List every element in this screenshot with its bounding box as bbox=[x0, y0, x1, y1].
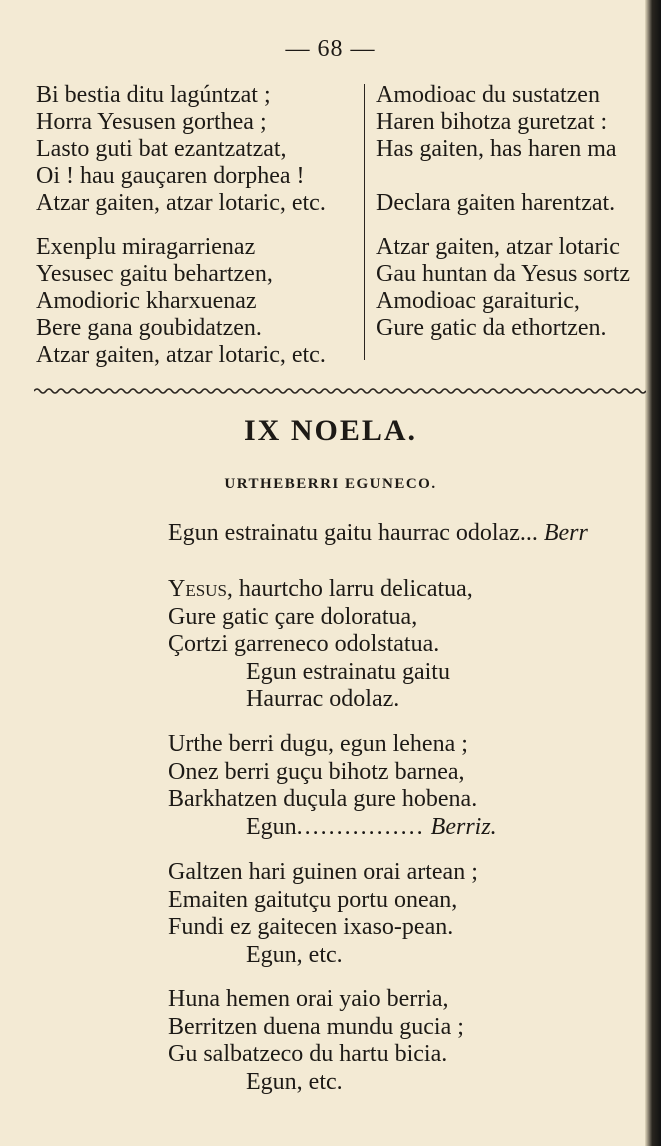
verse-line: Amodioric kharxuenaz bbox=[36, 288, 257, 314]
verse-line: Fundi ez gaitecen ixaso-pean. bbox=[168, 914, 454, 940]
verse-line: Urthe berri dugu, egun lehena ; bbox=[168, 731, 468, 757]
verse-line: Declara gaiten harentzat. bbox=[376, 190, 616, 216]
verse-line-indented: Haurrac odolaz. bbox=[246, 686, 400, 712]
verse-line: Bi bestia ditu lagúntzat ; bbox=[36, 82, 271, 108]
verse-line-indented bbox=[168, 814, 497, 842]
ornamental-rule bbox=[34, 386, 646, 396]
verse-line: Gu salbatzeco du hartu bicia. bbox=[168, 1041, 448, 1067]
verse-line: Oi ! hau gauçaren dorphea ! bbox=[36, 163, 305, 189]
left-stanza-1 bbox=[36, 82, 326, 217]
verse-line: Galtzen hari guinen orai artean ; bbox=[168, 859, 478, 885]
verse-line: Amodioac du sustatzen bbox=[376, 82, 600, 108]
column-divider bbox=[364, 84, 365, 360]
stanza-d bbox=[168, 986, 464, 1096]
right-stanza-2 bbox=[376, 234, 630, 342]
leader-dots: ................ bbox=[296, 813, 425, 840]
verse-line bbox=[168, 576, 473, 604]
first-word: Yesus, bbox=[168, 576, 233, 602]
verse-line: Bere gana goubidatzen. bbox=[36, 315, 262, 341]
verse-line-indented: Egun estrainatu gaitu bbox=[246, 658, 450, 685]
verse-line: Haren bihotza guretzat : bbox=[376, 109, 608, 135]
verse-line: Barkhatzen duçula gure hobena. bbox=[168, 786, 478, 812]
verse-line-indented: Egun, etc. bbox=[246, 941, 343, 968]
verse-line: Has gaiten, has haren ma bbox=[376, 136, 617, 162]
verse-line: Çortzi garreneco odolstatua. bbox=[168, 631, 440, 657]
egun-word: Egun bbox=[246, 813, 297, 840]
verse-line: Huna hemen orai yaio berria, bbox=[168, 986, 449, 1012]
ornament-wave-icon bbox=[34, 386, 646, 396]
page-number: — 68 — bbox=[285, 36, 376, 62]
left-stanza-2 bbox=[36, 234, 326, 369]
verse-line: Lasto guti bat ezantzatzat, bbox=[36, 136, 287, 162]
verse-line: Onez berri guçu bihotz barnea, bbox=[168, 758, 465, 785]
stanza-b bbox=[168, 731, 497, 841]
verse-line: Berritzen duena mundu gucia ; bbox=[168, 1013, 464, 1040]
refrain-text: Egun estrainatu gaitu haurrac odolaz... bbox=[168, 520, 538, 546]
verse-line: Gure gatic da ethortzen. bbox=[376, 315, 607, 341]
stanza-a bbox=[168, 576, 473, 714]
section-title: IX NOELA. bbox=[243, 414, 418, 447]
verse-text: haurtcho larru delicatua, bbox=[232, 576, 473, 602]
refrain-line bbox=[168, 520, 661, 547]
verse-line: Atzar gaiten, atzar lotaric, etc. bbox=[36, 190, 326, 216]
verse-line: Yesusec gaitu behartzen, bbox=[36, 261, 273, 287]
page-binding-edge bbox=[645, 0, 661, 1146]
berriz-word: Berriz. bbox=[430, 813, 497, 840]
refrain-tag: Berr bbox=[543, 520, 588, 546]
verse-line: Atzar gaiten, atzar lotaric bbox=[376, 234, 620, 260]
right-single-line bbox=[376, 190, 615, 217]
verse-line: Gure gatic çare doloratua, bbox=[168, 603, 418, 630]
verse-line: Horra Yesusen gorthea ; bbox=[36, 109, 267, 135]
right-stanza-1 bbox=[376, 82, 617, 163]
verse-line: Gau huntan da Yesus sortz bbox=[376, 261, 630, 287]
verse-line: Exenplu miragarrienaz bbox=[36, 234, 256, 260]
stanza-c bbox=[168, 859, 478, 969]
verse-line-indented: Egun, etc. bbox=[246, 1068, 343, 1095]
section-subtitle: URTHEBERRI EGUNECO. bbox=[224, 476, 437, 492]
verse-line: Atzar gaiten, atzar lotaric, etc. bbox=[36, 342, 326, 368]
verse-line: Amodioac garaituric, bbox=[376, 288, 580, 314]
verse-line: Emaiten gaitutçu portu onean, bbox=[168, 886, 458, 913]
